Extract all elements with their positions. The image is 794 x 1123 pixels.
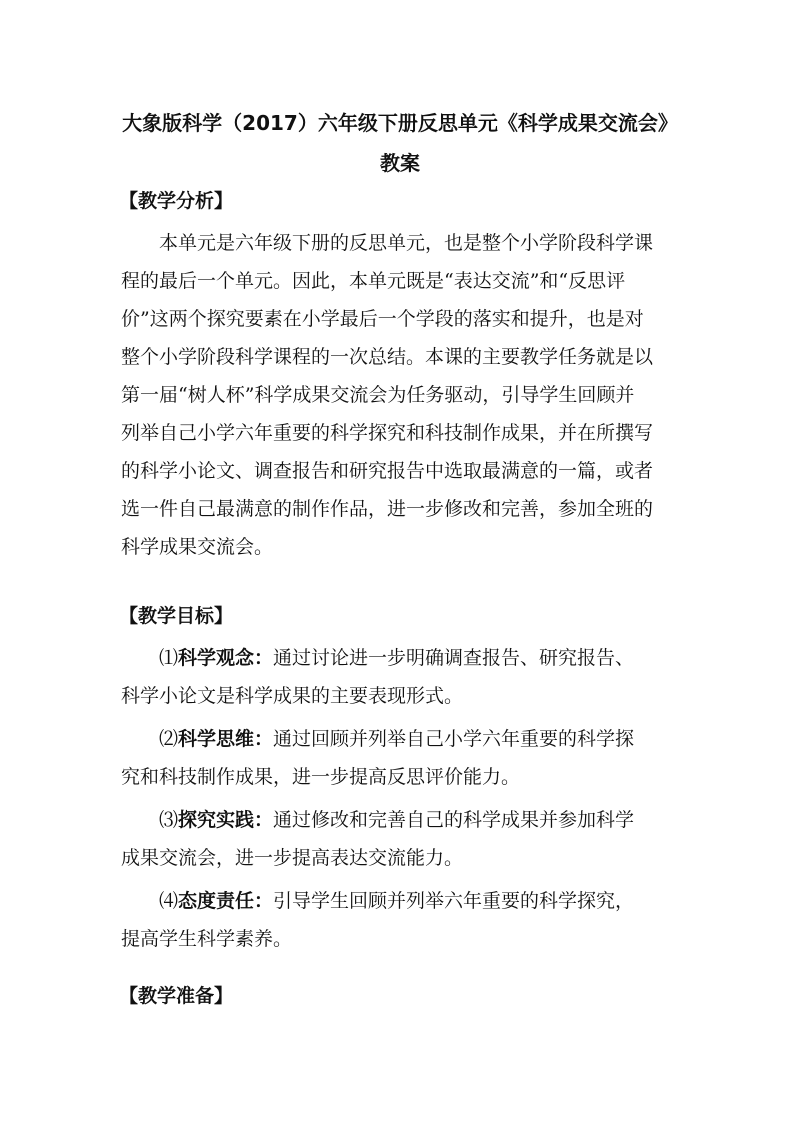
objective-item-3 [121, 801, 677, 877]
item-text: 究和科技制作成果，进一步提高反思评价能力。 [121, 766, 521, 788]
document-title: 大象版科学（2017）六年级下册反思单元《科学成果交流会》 [122, 111, 678, 135]
item-marker: ⑷ [159, 890, 179, 912]
item-label: 科学观念： [178, 647, 274, 669]
item-text: 科学小论文是科学成果的主要表现形式。 [121, 685, 464, 707]
analysis-paragraph [121, 224, 677, 566]
item-text: 通过回顾并列举自己小学六年重要的科学探 [273, 728, 635, 750]
paragraph-line: 价”这两个探究要素在小学最后一个学段的落实和提升，也是对 [121, 308, 644, 330]
paragraph-line: 程的最后一个单元。因此，本单元既是“表达交流”和“反思评 [121, 270, 626, 292]
paragraph-line: 列举自己小学六年重要的科学探究和科技制作成果，并在所撰写 [121, 422, 654, 444]
section-heading-analysis: 【教学分析】 [119, 190, 234, 212]
item-marker: ⑶ [159, 809, 179, 831]
paragraph-line: 科学成果交流会。 [121, 536, 274, 558]
objective-item-1 [121, 639, 677, 715]
objective-item-2 [121, 720, 677, 796]
paragraph-line: 整个小学阶段科学课程的一次总结。本课的主要教学任务就是以 [121, 346, 654, 368]
paragraph-line: 本单元是六年级下册的反思单元，也是整个小学阶段科学课 [159, 232, 654, 254]
item-text: 通过讨论进一步明确调查报告、研究报告、 [273, 647, 635, 669]
section-heading-preparation: 【教学准备】 [119, 985, 234, 1007]
item-label: 科学思维： [178, 728, 274, 750]
item-text: 提高学生科学素养。 [121, 928, 293, 950]
item-label: 态度责任： [178, 890, 274, 912]
paragraph-line: 第一届“树人杯”科学成果交流会为任务驱动，引导学生回顾并 [121, 384, 635, 406]
item-text: 成果交流会，进一步提高表达交流能力。 [121, 847, 464, 869]
item-label: 探究实践： [178, 809, 274, 831]
item-marker: ⑵ [159, 728, 179, 750]
objective-item-4 [121, 882, 677, 958]
paragraph-line: 选一件自己最满意的制作作品，进一步修改和完善，参加全班的 [121, 498, 654, 520]
paragraph-line: 的科学小论文、调查报告和研究报告中选取最满意的一篇，或者 [121, 460, 654, 482]
item-text: 引导学生回顾并列举六年重要的科学探究， [273, 890, 635, 912]
item-marker: ⑴ [159, 647, 179, 669]
document-title-line2: 教案 [380, 151, 420, 175]
item-text: 通过修改和完善自己的科学成果并参加科学 [273, 809, 635, 831]
section-heading-objectives: 【教学目标】 [119, 605, 234, 627]
